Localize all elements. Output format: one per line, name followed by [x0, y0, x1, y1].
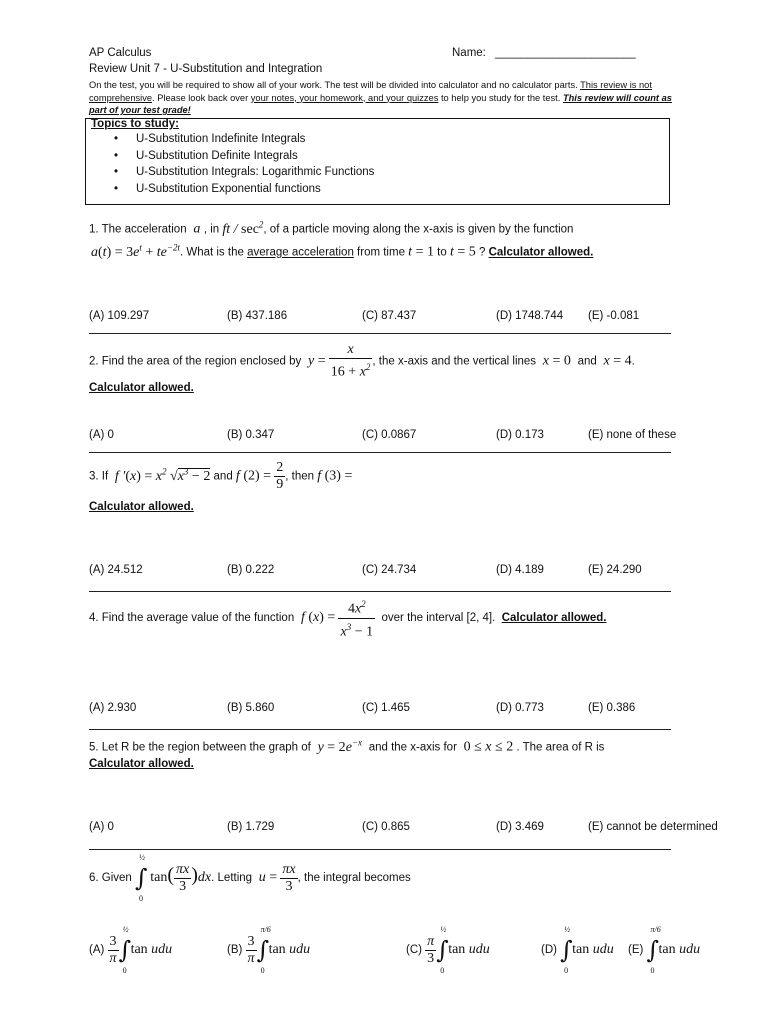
topic-item: • U-Substitution Integrals: Logarithmic Functions: [114, 164, 374, 181]
divider: [89, 729, 671, 730]
q5-choice-a[interactable]: (A) 0: [89, 821, 114, 833]
q2-choice-d[interactable]: (D) 0.173: [496, 429, 544, 441]
topic-item: • U-Substitution Definite Integrals: [114, 148, 374, 165]
q2-text: 2. Find the area of the region enclosed by: [89, 355, 302, 368]
q1-text-2: , of a particle moving along the x-axis is given by the function: [263, 223, 574, 236]
q6-dx: )dx: [191, 864, 212, 887]
q3-choice-d[interactable]: (D) 4.189: [496, 564, 544, 576]
q3-choice-c[interactable]: (C) 24.734: [362, 564, 417, 576]
q5-choice-e[interactable]: (E) cannot be determined: [588, 821, 718, 833]
q3-text: 3. If: [89, 470, 109, 483]
q1-choice-b[interactable]: (B) 437.186: [227, 310, 288, 322]
q2-calc-allowed: Calculator allowed.: [89, 382, 194, 394]
q6-c-integrand: tan udu: [448, 942, 490, 958]
q2-math-y: y =: [304, 353, 326, 369]
q1-text-to: to: [437, 246, 447, 259]
q6-choice-b[interactable]: [227, 925, 311, 975]
choice-label: (B): [227, 944, 243, 957]
q1-avg-accel: average acceleration: [247, 246, 354, 259]
q4-choice-a[interactable]: (A) 2.930: [89, 702, 137, 714]
q6-text-2: . Letting: [211, 872, 253, 885]
q4-math-f: f (x) =: [297, 610, 336, 626]
q5-choice-d[interactable]: (D) 3.469: [496, 821, 544, 833]
q6-choice-c[interactable]: [406, 925, 490, 975]
intro-comprehensive: comprehensive: [89, 92, 153, 103]
integral-sign: ∫ π/6 0: [646, 925, 661, 975]
topics-heading: Topics to study:: [91, 118, 179, 130]
choice-label: (C): [406, 944, 422, 957]
q1-choice-c[interactable]: (C) 87.437: [362, 310, 417, 322]
course-title: AP Calculus: [89, 47, 152, 59]
q2-math-x0: x = 0: [539, 353, 571, 369]
q1-math-a: a: [189, 221, 204, 237]
name-label: Name:: [452, 47, 486, 59]
divider: [89, 452, 671, 453]
q4-line1: [89, 596, 607, 640]
q4-fraction: $\frac{4x^2}{x^3 - 1}$: [338, 596, 375, 640]
q4-choice-b[interactable]: (B) 5.860: [227, 702, 275, 714]
q6-b-fraction: $\frac{3}{\pi}$: [247, 933, 255, 966]
q6-math-u: u =: [255, 870, 278, 886]
q6-choice-e[interactable]: [628, 925, 701, 975]
q1-math-units: ft / $\sec^2$: [222, 219, 264, 237]
q3-text-then: , then: [285, 470, 315, 483]
intro-text-2: . Please look back over: [152, 92, 249, 103]
intro-paragraph: [89, 79, 679, 117]
q5-math-interval: 0 ≤ x ≤ 2: [463, 739, 514, 755]
q3-math-fprime: f $'(x) = x^2$ $√x^3 - 2$: [111, 465, 211, 484]
intro-text-3: to help you study for the test.: [440, 92, 561, 103]
topics-list: [114, 131, 374, 197]
q1-text-in: , in: [203, 223, 220, 236]
q6-d-integrand: tan udu: [572, 942, 614, 958]
choice-label: (D): [541, 944, 557, 957]
q6-text: 6. Given: [89, 872, 132, 885]
name-line: ______________________: [495, 47, 636, 59]
q1-choice-a[interactable]: (A) 109.297: [89, 310, 150, 322]
divider: [89, 849, 671, 850]
q3-choice-a[interactable]: (A) 24.512: [89, 564, 143, 576]
q4-calc-allowed: Calculator allowed.: [501, 612, 607, 625]
q6-integrand: tan(: [150, 864, 175, 887]
q6-line1: [89, 853, 411, 903]
q4-text: 4. Find the average value of the function: [89, 612, 295, 625]
q5-math-y: $y = 2e^{-x}$: [314, 737, 362, 755]
q1-text-3: . What is the: [179, 246, 244, 259]
q3-math-f3: f (3) =: [317, 468, 353, 484]
intro-text: On the test, you will be required to show all of your work. The test will be divided into calculator and no calculator parts.: [89, 80, 578, 90]
integral-sign: ∫ π/6 0: [256, 925, 271, 975]
q4-choice-d[interactable]: (D) 0.773: [496, 702, 544, 714]
q5-text-2: and the x-axis for: [368, 741, 457, 754]
q6-choice-a[interactable]: [89, 925, 173, 975]
topic-item: • U-Substitution Exponential functions: [114, 181, 374, 198]
q5-line1: [89, 737, 604, 756]
q4-text-2: over the interval [2, 4].: [381, 612, 496, 625]
q6-text-3: , the integral becomes: [297, 872, 411, 885]
divider: [89, 333, 671, 334]
q3-text-and: and: [213, 470, 233, 483]
q6-fraction-u: $\frac{\pi x}{3}$: [282, 861, 296, 894]
q2-text-2: , the x-axis and the vertical lines: [372, 355, 537, 368]
integral-sign: ∫ ½ 0: [560, 925, 573, 975]
q2-choice-c[interactable]: (C) 0.0867: [362, 429, 417, 441]
q1-calc-allowed: Calculator allowed.: [488, 246, 594, 259]
q2-choice-b[interactable]: (B) 0.347: [227, 429, 275, 441]
q1-choice-e[interactable]: (E) -0.081: [588, 310, 640, 322]
q1-text: 1. The acceleration: [89, 223, 187, 236]
q5-calc-allowed: Calculator allowed.: [89, 758, 194, 770]
q2-choice-e[interactable]: (E) none of these: [588, 429, 677, 441]
q1-line1: [89, 219, 573, 238]
q1-math-function: $a(t) = 3e^t + te^{-2t}$: [91, 242, 180, 260]
q4-choice-c[interactable]: (C) 1.465: [362, 702, 410, 714]
integral-sign: ∫ ½ 0: [135, 853, 148, 903]
q3-calc-allowed: Calculator allowed.: [89, 501, 194, 513]
divider: [89, 591, 671, 592]
q6-a-integrand: tan udu: [130, 942, 173, 958]
q1-text-4: from time: [357, 246, 405, 259]
q4-choice-e[interactable]: (E) 0.386: [588, 702, 636, 714]
q2-math-x4: x = 4: [599, 353, 632, 369]
q5-text-3: . The area of R is: [516, 741, 605, 754]
q6-b-integrand: tan udu: [268, 942, 311, 958]
q5-text: 5. Let R be the region between the graph of: [89, 741, 311, 754]
intro-notice: This review is not: [580, 80, 652, 90]
integral-sign: ∫ ½ 0: [436, 925, 449, 975]
q6-e-integrand: tan udu: [658, 942, 701, 958]
q6-c-fraction: $\frac{\pi}{3}$: [427, 933, 435, 966]
intro-grade-note: This review will count as: [562, 92, 672, 103]
q1-math-t1: t = 1: [408, 244, 434, 260]
q2-text-and: and: [577, 355, 597, 368]
q1-line2: $a(t) = 3e^t + te^{-2t}$. What is the average acceleration from time t = 1 to t = 5 ? Calculator allowed.: [91, 242, 594, 260]
q3-line1: [89, 460, 352, 493]
q1-math-t5: t = 5: [449, 244, 476, 260]
intro-grade-note-2: part of your test grade!: [89, 105, 191, 115]
q6-choice-d[interactable]: [541, 925, 614, 975]
q6-fraction: $\frac{\pi x}{3}$: [176, 861, 190, 894]
review-title: Review Unit 7 - U-Substitution and Integration: [89, 63, 323, 75]
q5-choice-b[interactable]: (B) 1.729: [227, 821, 275, 833]
q3-choice-b[interactable]: (B) 0.222: [227, 564, 275, 576]
q2-line1: 2. Find the area of the region enclosed by y = $\frac{x}{16 + x^2}$ , the x-axis and the vertical lines x = 0 and x = 4.: [89, 342, 635, 380]
intro-resources: your notes, your homework, and your quizzes: [250, 92, 439, 103]
topic-item: • U-Substitution Indefinite Integrals: [114, 131, 374, 148]
q2-choice-a[interactable]: (A) 0: [89, 429, 114, 441]
q3-fraction: $\frac{2}{9}$: [276, 460, 284, 492]
choice-label: (A): [89, 944, 105, 957]
integral-sign: ∫ ½ 0: [118, 925, 132, 975]
q1-choice-d[interactable]: (D) 1748.744: [496, 310, 564, 322]
q5-choice-c[interactable]: (C) 0.865: [362, 821, 410, 833]
q2-fraction: $\frac{x}{16 + x^2}$: [330, 342, 371, 380]
q3-choice-e[interactable]: (E) 24.290: [588, 564, 642, 576]
choice-label: (E): [628, 944, 644, 957]
q3-math-f2: f (2) =: [235, 468, 272, 484]
q6-a-fraction: $\frac{3}{\pi}$: [109, 933, 117, 966]
